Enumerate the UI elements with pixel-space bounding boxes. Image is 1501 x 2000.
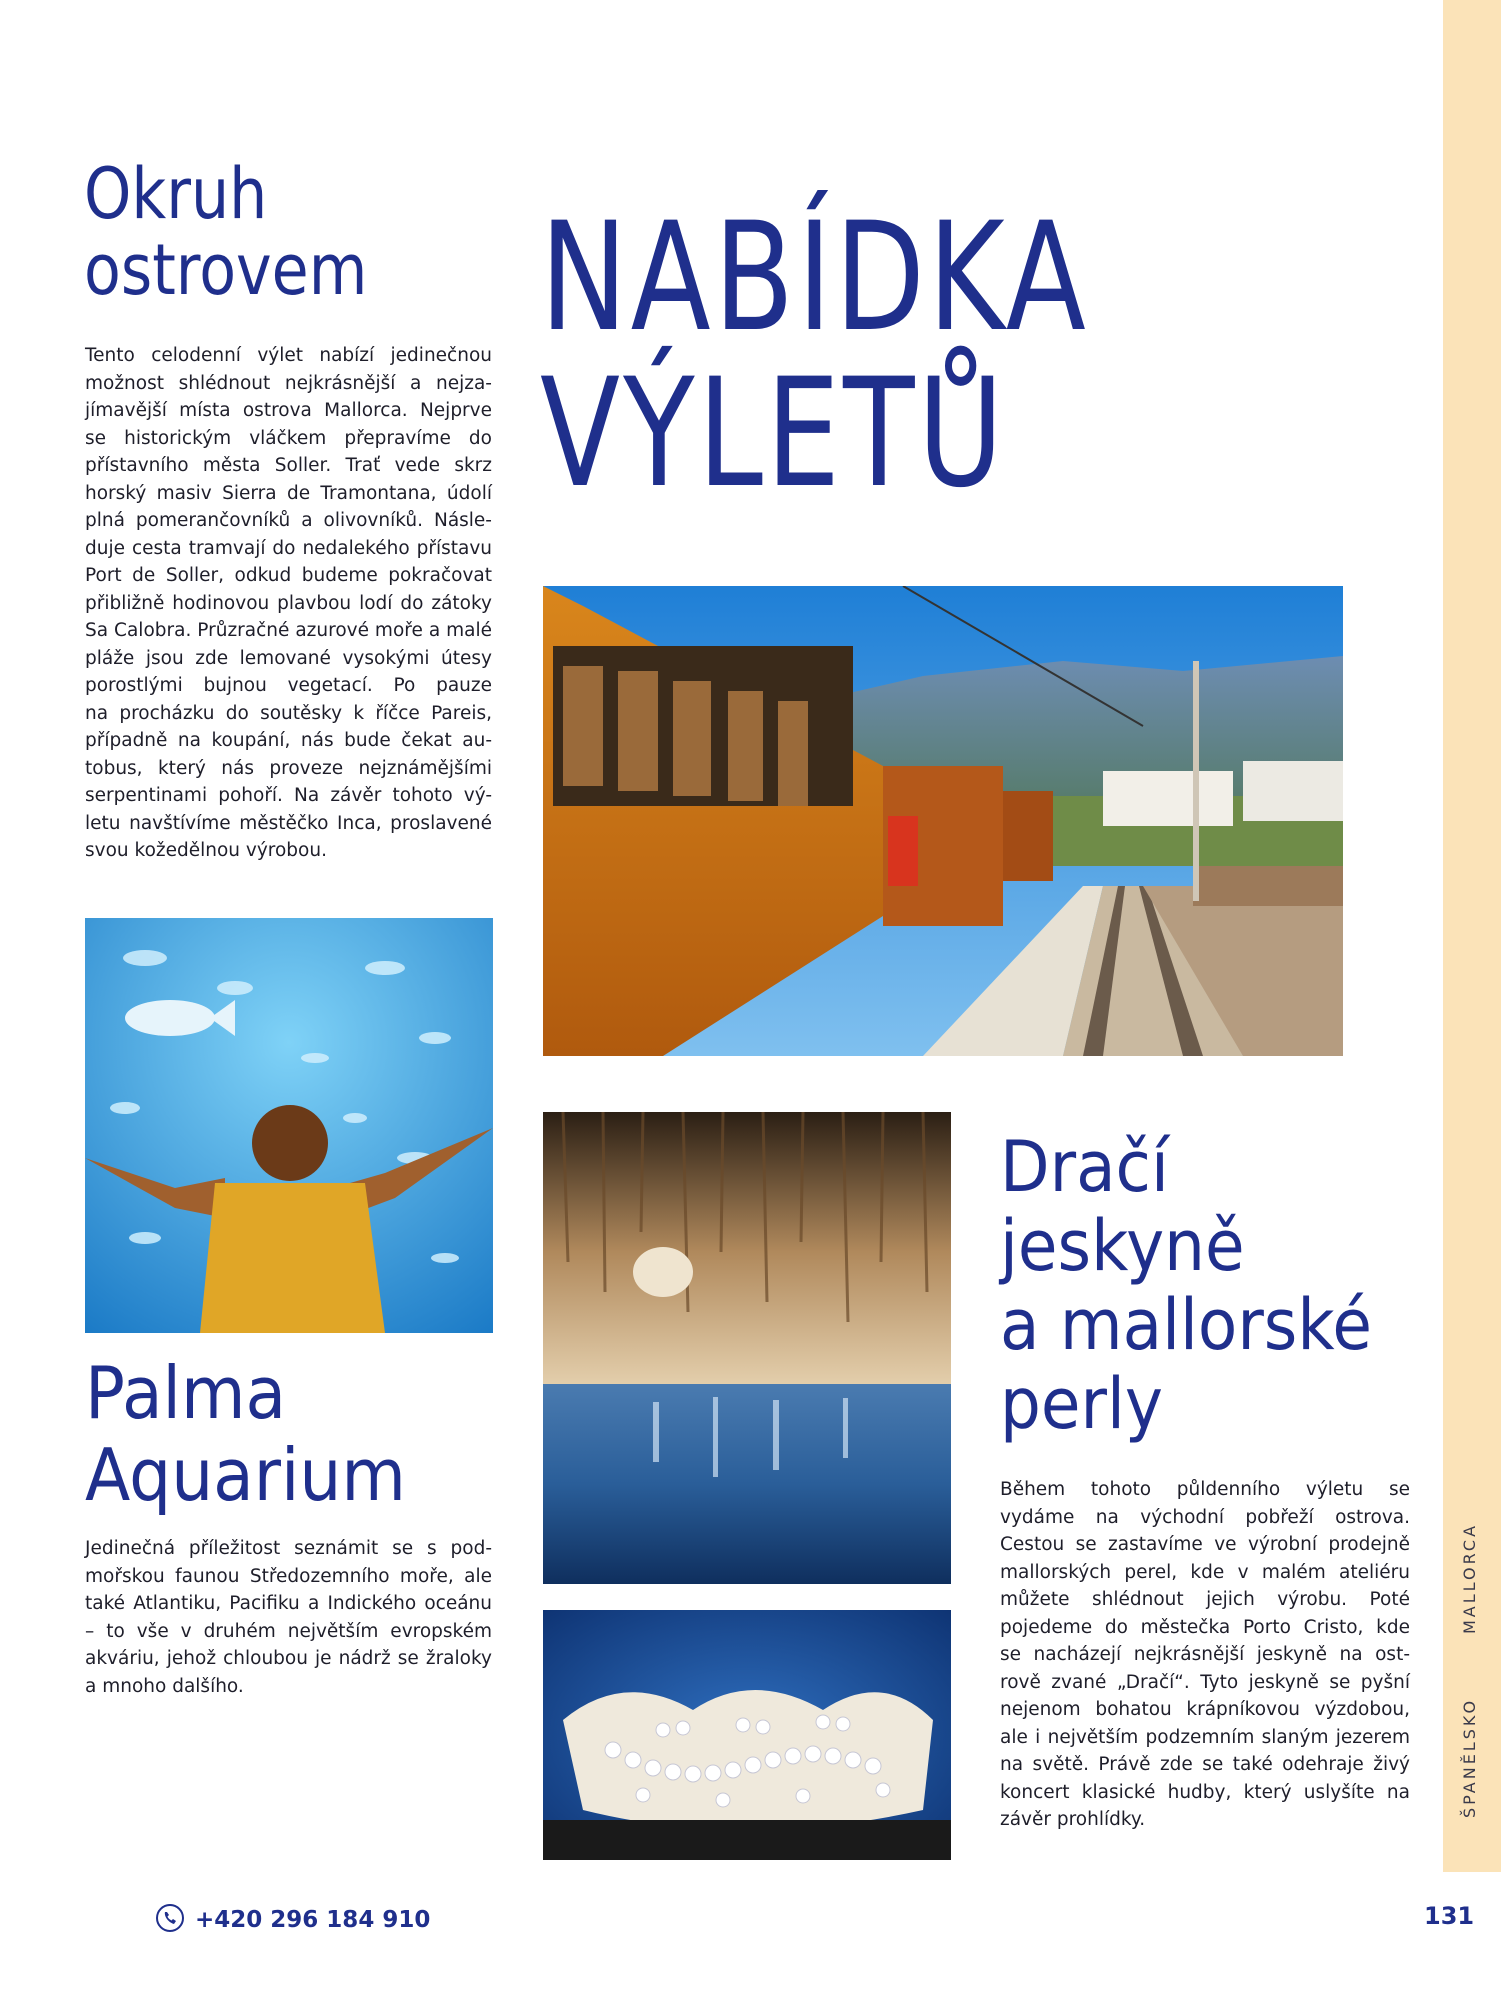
okruh-text-line: pláže jsou zde lemované vysokými útesy [85,647,492,669]
okruh-text-line: plná pomerančovníků a olivovníků. Násle- [85,510,492,531]
draci-text-line: mallorských perel, kde v malém ateliéru [1000,1561,1410,1583]
draci-text-line: se nacházejí nejkrásnější jeskyně na ost- [1000,1644,1410,1665]
okruh-text-line: možnost shlédnout nejkrásnější a nejza- [85,372,492,394]
aquarium-text-line: mořskou faunou Středozemního moře, ale [85,1565,492,1587]
okruh-text-line: porostlými bujnou vegetací. Po pauze [85,675,492,696]
okruh-text [85,342,492,865]
phone-icon [155,1903,185,1937]
okruh-text-line: letu navštívíme městěčko Inca, proslavené [85,812,492,834]
draci-text-line: závěr prohlídky. [1000,1809,1146,1830]
okruh-text-line: serpentinami pohoří. Na závěr tohoto vý- [85,785,492,806]
okruh-text-line: případně na koupání, nás bude čekat au- [85,730,492,751]
draci-text-line: Během tohoto půldenního výletu se [1000,1479,1410,1500]
draci-text-line: rově zvané „Dračí“. Tyto jeskyně se pyšní [1000,1671,1410,1693]
okruh-title-line1: Okruh [84,153,268,235]
okruh-text-line: horský masiv Sierra de Tramontana, údolí [85,482,492,504]
draci-title-line1: Dračí [1000,1126,1169,1208]
draci-text-line: ale i největším podzemním slaným jezerem [1000,1726,1410,1748]
draci-title-line2: jeskyně [1000,1205,1245,1287]
okruh-title [84,153,424,311]
aquarium-text-line: Jedinečná příležitost seznámit se s pod- [85,1538,492,1559]
aquarium-title [85,1352,485,1516]
train-photo [543,586,1343,1056]
draci-title-line4: perly [1000,1363,1163,1445]
okruh-text-line: tobus, který nás proveze nejznámějšími [85,757,492,779]
draci-title-line3: a mallorské [1000,1284,1372,1366]
draci-title [1000,1128,1420,1444]
okruh-text-line: jímavější místa ostrova Mallorca. Nejprve [85,400,492,421]
footer-phone[interactable] [155,1903,430,1937]
draci-text-line: na světě. Právě zde se také odehraje živý [1000,1754,1410,1775]
okruh-text-line: na procházku do soutěsky k říčce Pareis, [85,702,492,724]
aquarium-title-line1: Palma [85,1351,287,1435]
side-label-region: MALLORCA [1460,1522,1479,1634]
okruh-text-line: Port de Soller, odkud budeme pokračovat [85,565,492,586]
draci-text-line: můžete shlédnout jejich výrobu. Poté [1000,1589,1410,1610]
draci-text-line: Cestou se zastavíme ve výrobní prodejně [1000,1534,1410,1555]
aquarium-text [85,1535,492,1700]
okruh-text-line: svou kožedělnou výrobou. [85,840,327,861]
okruh-text-line: přibližně hodinovou plavbou lodí do zátoky [85,592,492,614]
okruh-text-line: se historickým vláčkem přepravíme do [85,427,492,449]
aquarium-text-line: akváriu, jehož chloubou je nádrž se žraloky [85,1648,492,1669]
side-label-country: ŠPANĚLSKO [1460,1697,1479,1818]
aquarium-photo [85,918,493,1333]
aquarium-title-line2: Aquarium [85,1433,406,1517]
pearls-photo [543,1610,951,1860]
draci-text [1000,1476,1410,1834]
draci-text-line: koncert klasické hudby, který uslyšíte na [1000,1781,1410,1803]
okruh-text-line: Tento celodenní výlet nabízí jedinečnou [85,345,492,366]
okruh-text-line: duje cesta tramvají do nedalekého přístavu [85,537,492,559]
draci-text-line: vydáme na východní pobřeží ostrova. [1000,1506,1410,1528]
okruh-text-line: přístavního města Soller. Trať vede skrz [85,455,492,476]
draci-text-line: pojedeme do městečka Porto Cristo, kde [1000,1616,1410,1638]
main-title-line1: NABÍDKA [540,191,1089,365]
main-title [540,191,1180,545]
phone-number: +420 296 184 910 [195,1907,431,1933]
aquarium-text-line: také Atlantiku, Pacifiku a Indického oceánu [85,1593,492,1614]
main-title-line2: VÝLETŮ [540,347,1007,521]
page-number: 131 [1424,1902,1475,1930]
aquarium-text-line: a mnoho dalšího. [85,1675,244,1697]
aquarium-text-line: – to vše v druhém největším evropském [85,1620,492,1642]
cave-photo [543,1112,951,1584]
okruh-text-line: Sa Calobra. Průzračné azurové moře a malé [85,620,492,641]
okruh-title-line2: ostrovem [84,229,368,311]
draci-text-line: nejenom bohatou krápníkovou výzdobou, [1000,1699,1410,1720]
